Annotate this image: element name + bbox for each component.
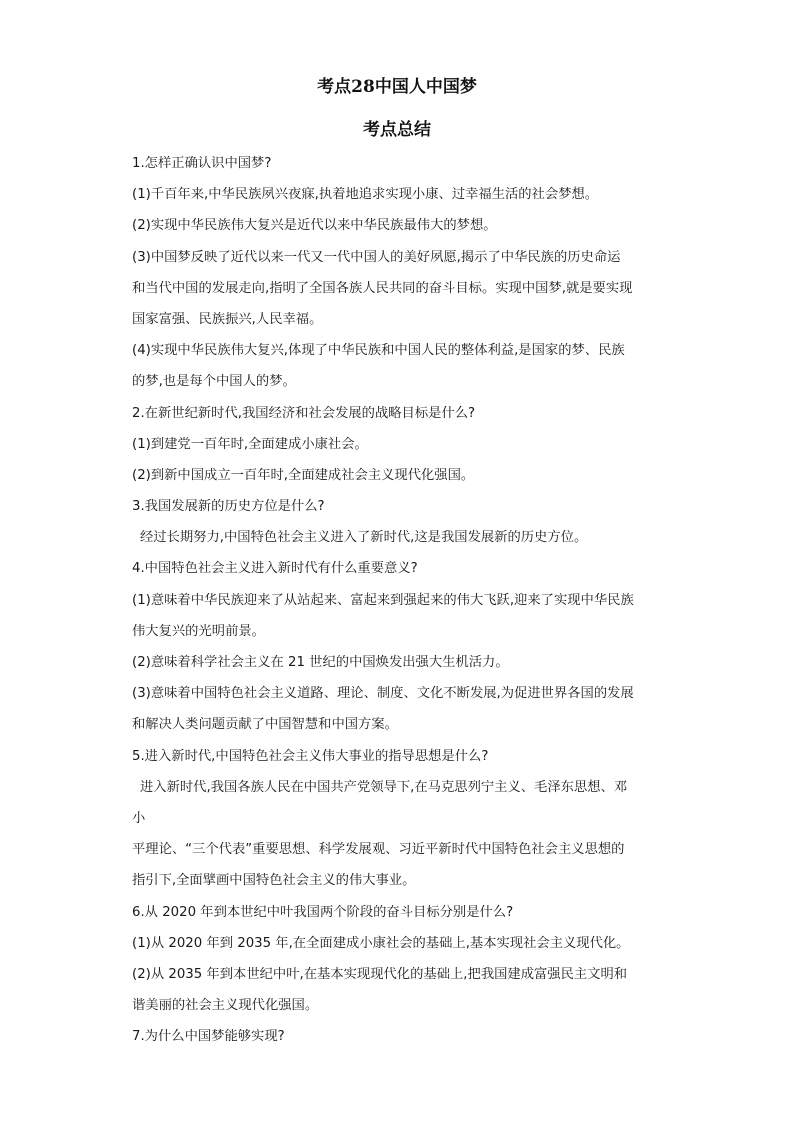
question-6: 6.从 2020 年到本世纪中叶我国两个阶段的奋斗目标分别是什么? — [132, 904, 514, 920]
question-3: 3.我国发展新的历史方位是什么? — [132, 499, 325, 515]
answer-line: 指引下,全面擘画中国特色社会主义的伟大事业。 — [132, 873, 416, 889]
question-2: 2.在新世纪新时代,我国经济和社会发展的战略目标是什么? — [132, 405, 476, 421]
answer-line: (2)到新中国成立一百年时,全面建成社会主义现代化强国。 — [132, 467, 475, 483]
answer-line: 谐美丽的社会主义现代化强国。 — [132, 998, 319, 1014]
answer-line: 国家富强、民族振兴,人民幸福。 — [132, 311, 323, 327]
question-7: 7.为什么中国梦能够实现? — [132, 1029, 285, 1045]
answer-line: (3)中国梦反映了近代以来一代又一代中国人的美好夙愿,揭示了中华民族的历史命运 — [132, 249, 621, 265]
question-5: 5.进入新时代,中国特色社会主义伟大事业的指导思想是什么? — [132, 748, 489, 764]
document-title: 考点28中国人中国梦 — [317, 77, 477, 97]
answer-line: (2)从 2035 年到本世纪中叶,在基本实现现代化的基础上,把我国建成富强民主文明和 — [132, 966, 628, 982]
answer-line: 进入新时代,我国各族人民在中国共产党领导下,在马克思列宁主义、毛泽东思想、邓 — [140, 779, 628, 795]
answer-line: (1)从 2020 年到 2035 年,在全面建成小康社会的基础上,基本实现社会主义现代化。 — [132, 935, 630, 951]
answer-line: 平理论、“三个代表”重要思想、科学发展观、习近平新时代中国特色社会主义思想的 — [132, 842, 625, 858]
answer-line: (1)到建党一百年时,全面建成小康社会。 — [132, 436, 368, 452]
answer-line: (2)实现中华民族伟大复兴是近代以来中华民族最伟大的梦想。 — [132, 218, 497, 234]
answer-line: 经过长期努力,中国特色社会主义进入了新时代,这是我国发展新的历史方位。 — [140, 530, 588, 546]
answer-line: (4)实现中华民族伟大复兴,体现了中华民族和中国人民的整体利益,是国家的梦、民族 — [132, 343, 625, 359]
question-1: 1.怎样正确认识中国梦? — [132, 156, 272, 171]
answer-line: 小 — [132, 810, 146, 826]
document-body — [132, 148, 672, 1052]
answer-line: 的梦,也是每个中国人的梦。 — [132, 374, 296, 390]
answer-line: (2)意味着科学社会主义在 21 世纪的中国焕发出强大生机活力。 — [132, 655, 509, 670]
answer-line: 和解决人类问题贡献了中国智慧和中国方案。 — [132, 717, 398, 733]
answer-line: (1)意味着中华民族迎来了从站起来、富起来到强起来的伟大飞跃,迎来了实现中华民族 — [132, 592, 634, 608]
section-heading: 考点总结 — [363, 120, 431, 140]
answer-line: (1)千百年来,中华民族夙兴夜寐,执着地追求实现小康、过幸福生活的社会梦想。 — [132, 187, 599, 203]
answer-line: 伟大复兴的光明前景。 — [132, 623, 265, 639]
question-4: 4.中国特色社会主义进入新时代有什么重要意义? — [132, 561, 418, 577]
answer-line: 和当代中国的发展走向,指明了全国各族人民共同的奋斗目标。实现中国梦,就是要实现 — [132, 280, 633, 296]
answer-line: (3)意味着中国特色社会主义道路、理论、制度、文化不断发展,为促进世界各国的发展 — [132, 686, 634, 702]
